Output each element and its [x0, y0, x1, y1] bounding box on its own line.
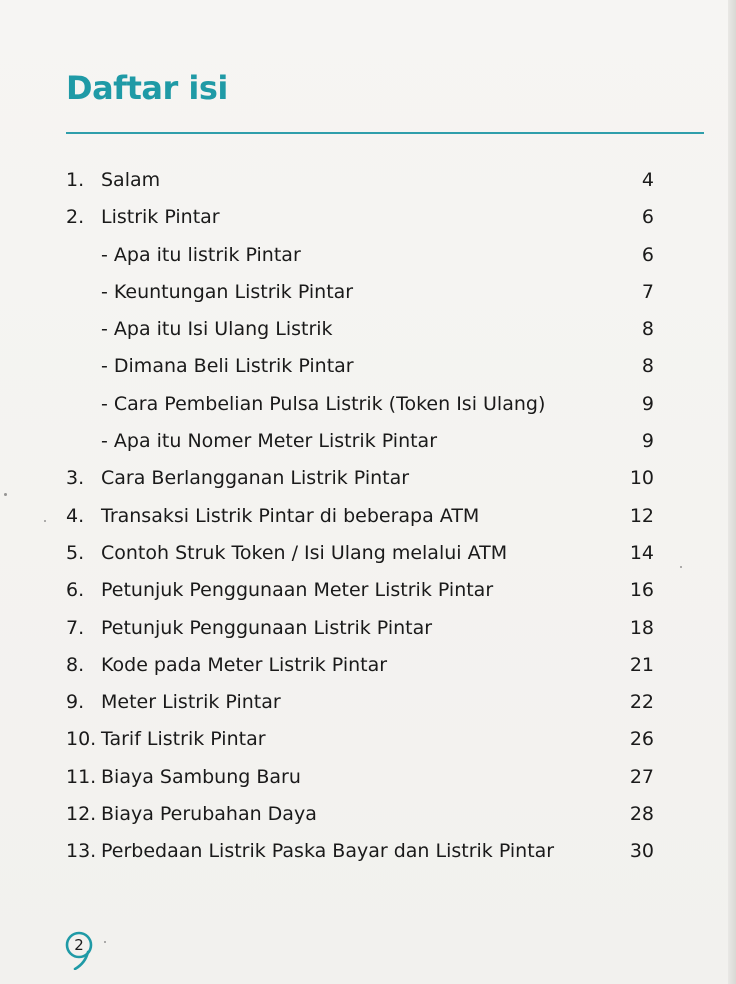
toc-entry	[0, 796, 736, 833]
toc-entry-label: Meter Listrik Pintar	[101, 691, 281, 714]
toc-entry	[0, 199, 736, 236]
page-title: Daftar isi	[66, 69, 228, 107]
toc-entry-label: Kode pada Meter Listrik Pintar	[101, 653, 388, 676]
toc-entry-page: 14	[629, 541, 654, 564]
toc-entry-page: 9	[641, 430, 654, 453]
toc-entry-page: 12	[629, 504, 654, 527]
toc-entry-number: 7.	[66, 616, 85, 639]
toc-subentry	[0, 423, 736, 460]
toc-entry	[0, 572, 736, 609]
toc-entry-label: Transaksi Listrik Pintar di beberapa ATM	[101, 504, 480, 527]
toc-entry-page: 16	[629, 579, 654, 602]
toc-entry-page: 18	[629, 616, 654, 639]
toc-entry-number: 9.	[66, 691, 85, 714]
toc-entry-label: Cara Berlangganan Listrik Pintar	[101, 467, 410, 490]
toc-entry-page: 8	[641, 318, 654, 341]
toc-entry-page: 8	[641, 355, 654, 378]
toc-entry	[0, 460, 736, 497]
toc-entry	[0, 498, 736, 535]
toc-entry-page: 27	[629, 765, 654, 788]
toc-entry-label: - Dimana Beli Listrik Pintar	[101, 355, 354, 378]
toc-entry-number: 11.	[66, 765, 97, 788]
toc-entry-page: 28	[629, 803, 654, 826]
toc-entry-number: 13.	[66, 840, 97, 863]
toc-entry-label: Petunjuk Penggunaan Listrik Pintar	[101, 616, 433, 639]
toc-subentry	[0, 386, 736, 423]
toc-entry-label: - Keuntungan Listrik Pintar	[101, 280, 354, 303]
toc-entry-page: 10	[629, 467, 654, 490]
toc-entry-number: 4.	[66, 504, 85, 527]
title-divider	[66, 132, 704, 134]
toc-subentry	[0, 237, 736, 274]
toc-entry-label: Biaya Perubahan Daya	[101, 803, 317, 826]
toc-entry	[0, 535, 736, 572]
toc-entry-label: - Apa itu listrik Pintar	[101, 243, 301, 266]
toc-entry-page: 4	[641, 169, 654, 191]
toc-entry-page: 6	[641, 243, 654, 266]
toc-entry	[0, 833, 736, 870]
toc-entry-label: - Apa itu Nomer Meter Listrik Pintar	[101, 430, 438, 453]
toc-subentry	[0, 311, 736, 348]
page-number-badge	[64, 930, 98, 970]
toc-subentry	[0, 348, 736, 385]
toc-entry-page: 7	[641, 280, 654, 303]
toc-entry-label: Salam	[101, 169, 161, 191]
toc-entry-label: - Apa itu Isi Ulang Listrik	[101, 318, 333, 341]
toc-entry-page: 6	[641, 206, 654, 229]
toc-entry-label: Listrik Pintar	[101, 206, 220, 229]
toc-entry-label: - Cara Pembelian Pulsa Listrik (Token Isi Ulang)	[101, 392, 546, 415]
toc-entry	[0, 721, 736, 758]
paper-speck	[4, 493, 7, 496]
paper-speck	[104, 941, 106, 943]
toc-entry-number: 3.	[66, 467, 85, 490]
toc-entry-number: 12.	[66, 803, 97, 826]
toc-subentry	[0, 274, 736, 311]
toc-entry-page: 21	[629, 653, 654, 676]
toc-entry-page: 9	[641, 392, 654, 415]
paper-speck	[44, 520, 46, 522]
toc-entry-number: 8.	[66, 653, 85, 676]
toc-entry-number: 5.	[66, 541, 85, 564]
toc-entry-number: 10.	[66, 728, 97, 751]
toc-entry	[0, 162, 736, 199]
toc-entry-label: Tarif Listrik Pintar	[101, 728, 266, 751]
toc-entry	[0, 610, 736, 647]
toc-entry	[0, 684, 736, 721]
toc-entry-page: 30	[629, 840, 654, 863]
paper-speck	[680, 566, 682, 568]
toc-entry-page: 22	[629, 691, 654, 714]
table-of-contents	[0, 162, 736, 871]
toc-entry-number: 6.	[66, 579, 85, 602]
page-number: 2	[74, 936, 84, 954]
toc-entry	[0, 647, 736, 684]
toc-entry-number: 1.	[66, 169, 85, 191]
toc-entry-label: Contoh Struk Token / Isi Ulang melalui ATM	[101, 541, 508, 564]
toc-entry-number: 2.	[66, 206, 85, 229]
toc-entry-page: 26	[629, 728, 654, 751]
toc-entry-label: Petunjuk Penggunaan Meter Listrik Pintar	[101, 579, 494, 602]
toc-entry	[0, 759, 736, 796]
toc-entry-label: Biaya Sambung Baru	[101, 765, 301, 788]
toc-entry-label: Perbedaan Listrik Paska Bayar dan Listrik Pintar	[101, 840, 555, 863]
